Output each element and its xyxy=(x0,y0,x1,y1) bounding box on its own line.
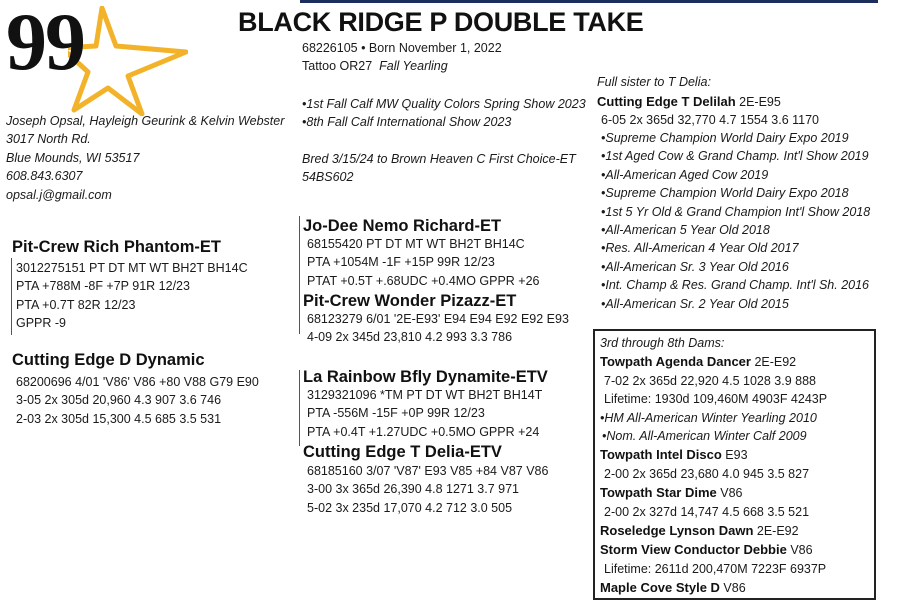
tattoo: Tattoo OR27 xyxy=(302,59,373,74)
pedigree-bracket xyxy=(299,216,300,334)
dams-heading: 3rd through 8th Dams: xyxy=(600,336,725,350)
sire-sire-detail: PTAT +0.5T +.68UDC +0.4MO GPPR +26 xyxy=(307,273,540,288)
animal-awards xyxy=(302,95,586,132)
page-title: BLACK RIDGE P DOUBLE TAKE xyxy=(238,7,644,37)
dam-4-name: Towpath Intel Disco xyxy=(600,447,722,463)
consignor-phone: 608.843.6307 xyxy=(6,169,83,184)
dam-3-award: •Nom. All-American Winter Calf 2009 xyxy=(602,429,807,444)
sister-intro: Full sister to T Delia: xyxy=(597,75,711,89)
dam-5-name: Towpath Star Dime xyxy=(600,485,717,501)
registration-and-birthdate: 68226105 • Born November 1, 2022 xyxy=(302,41,502,55)
bred-line: Bred 3/15/24 to Brown Heaven C First Choice-ET xyxy=(302,152,576,166)
dam-detail: 3-00 3x 365d 26,390 4.8 1271 3.7 971 xyxy=(307,482,519,497)
dam-sire-name: La Rainbow Bfly Dynamite-ETV xyxy=(303,368,548,386)
dam-4-record: 2-00 2x 365d 23,680 4.0 945 3.5 827 xyxy=(604,466,810,481)
dam-sire-detail: PTA -556M -15F +0P 99R 12/23 xyxy=(307,406,485,421)
sire-sire-name: Jo-Dee Nemo Richard-ET xyxy=(303,217,502,235)
sister-awards xyxy=(601,129,870,313)
dam-5-score: V86 xyxy=(716,486,743,501)
sister-award: •Res. All-American 4 Year Old 2017 xyxy=(601,241,799,256)
dams-box-content xyxy=(600,334,827,598)
sister-award: •All-American 5 Year Old 2018 xyxy=(601,223,770,238)
breeding-info xyxy=(302,150,576,187)
pedigree-bracket xyxy=(11,258,12,335)
sister-award: •1st 5 Yr Old & Grand Champion Int'l Show 2018 xyxy=(601,204,871,219)
sire-name: Pit-Crew Rich Phantom-ET xyxy=(12,238,222,256)
dam-7-name-line xyxy=(600,540,827,559)
dam-details xyxy=(307,462,548,517)
dam-3-lifetime: Lifetime: 1930d 109,460M 4903F 4243P xyxy=(604,392,828,407)
sister-name-line xyxy=(597,92,819,111)
dam-6-name-line xyxy=(600,521,827,540)
dam-detail: 5-02 3x 235d 17,070 4.2 712 3.0 505 xyxy=(307,500,513,515)
sire-granddam-details xyxy=(307,310,569,347)
sister-block xyxy=(597,92,819,130)
star-icon xyxy=(68,6,188,116)
sire-granddam-detail: 4-09 2x 345d 23,810 4.2 993 3.3 786 xyxy=(307,330,513,345)
dam-sire-details xyxy=(307,386,542,441)
sister-award: •1st Aged Cow & Grand Champ. Int'l Show 2019 xyxy=(601,149,869,164)
dam-7-score: V86 xyxy=(786,543,813,558)
sister-record: 6-05 2x 365d 32,770 4.7 1554 3.6 1170 xyxy=(601,113,820,128)
consignor-email: opsal.j@gmail.com xyxy=(6,187,112,202)
dam-4-score: E93 xyxy=(721,448,748,463)
dam-5-name-line xyxy=(600,483,827,502)
dam-4-name-line xyxy=(600,445,827,464)
dam-3-name-line xyxy=(600,352,827,371)
dam-7-lifetime: Lifetime: 2611d 200,470M 7223F 6937P xyxy=(604,561,827,576)
age-class: Fall Yearling xyxy=(379,59,448,74)
sire-detail: PTA +0.7T 82R 12/23 xyxy=(16,297,136,312)
sire-detail: PTA +788M -8F +7P 91R 12/23 xyxy=(16,279,190,294)
sister-score: 2E-E95 xyxy=(735,95,781,109)
sister-award: •All-American Sr. 2 Year Old 2015 xyxy=(601,296,789,311)
bred-line: 54BS602 xyxy=(302,170,354,185)
sire-dam-detail: 3-05 2x 305d 20,960 4.3 907 3.6 746 xyxy=(16,393,222,408)
award: •1st Fall Calf MW Quality Colors Spring Show 2023 xyxy=(302,97,586,111)
dam-8-score: V86 xyxy=(719,581,746,596)
dam-8-name-line xyxy=(600,578,827,597)
dam-sire-detail: PTA +0.4T +1.27UDC +0.5MO GPPR +24 xyxy=(307,424,540,439)
tattoo-line xyxy=(302,57,502,75)
sister-award: •Supreme Champion World Dairy Expo 2018 xyxy=(601,186,849,201)
sire-sire-detail: 68155420 PT DT MT WT BH2T BH14C xyxy=(307,237,525,251)
sire-dam-details xyxy=(16,373,259,428)
sister-award: •Int. Champ & Res. Grand Champ. Int'l Sh. 2016 xyxy=(601,278,870,293)
sire-dam-detail: 2-03 2x 305d 15,300 4.5 685 3.5 531 xyxy=(16,411,222,426)
sire-detail: GPPR -9 xyxy=(16,316,67,331)
sire-sire-detail: PTA +1054M -1F +15P 99R 12/23 xyxy=(307,255,495,270)
dam-6-name: Roseledge Lynson Dawn xyxy=(600,523,754,539)
dam-name: Cutting Edge T Delia-ETV xyxy=(303,443,502,461)
award: •8th Fall Calf International Show 2023 xyxy=(302,115,512,130)
dam-3-score: 2E-E92 xyxy=(750,355,797,370)
dam-3-record: 7-02 2x 365d 22,920 4.5 1028 3.9 888 xyxy=(604,373,816,388)
sister-award: •All-American Aged Cow 2019 xyxy=(601,167,769,182)
lot-number: 99 xyxy=(6,0,84,87)
dam-5-record: 2-00 2x 327d 14,747 4.5 668 3.5 521 xyxy=(604,504,810,519)
dam-3-name: Towpath Agenda Dancer xyxy=(600,354,751,370)
sister-name: Cutting Edge T Delilah xyxy=(597,94,736,109)
sister-award: •Supreme Champion World Dairy Expo 2019 xyxy=(601,131,849,145)
sire-detail: 3012275151 PT DT MT WT BH2T BH14C xyxy=(16,261,248,275)
dam-detail: 68185160 3/07 'V87' E93 V85 +84 V87 V86 xyxy=(307,464,549,478)
pedigree-bracket xyxy=(299,370,300,446)
sister-award: •All-American Sr. 3 Year Old 2016 xyxy=(601,259,789,274)
sire-sire-details xyxy=(307,235,540,290)
dam-7-name: Storm View Conductor Debbie xyxy=(600,542,787,558)
dam-3-award: •HM All-American Winter Yearling 2010 xyxy=(600,410,817,425)
dam-sire-detail: 3129321096 *TM PT DT WT BH2T BH14T xyxy=(307,388,543,402)
sire-granddam-detail: 68123279 6/01 '2E-E93' E94 E94 E92 E92 E93 xyxy=(307,312,569,326)
consignor-address: 3017 North Rd. xyxy=(6,132,91,147)
consignor-names: Joseph Opsal, Hayleigh Geurink & Kelvin Webster xyxy=(6,114,285,128)
sire-dam-name: Cutting Edge D Dynamic xyxy=(12,351,205,369)
dam-8-name: Maple Cove Style D xyxy=(600,580,720,596)
top-rule xyxy=(300,0,878,3)
sire-dam-detail: 68200696 4/01 'V86' V86 +80 V88 G79 E90 xyxy=(16,375,259,389)
consignor-city: Blue Mounds, WI 53517 xyxy=(6,150,140,165)
sire-granddam-name: Pit-Crew Wonder Pizazz-ET xyxy=(303,292,517,310)
sire-details xyxy=(16,259,248,333)
dam-6-score: 2E-E92 xyxy=(753,524,799,539)
consignor-block xyxy=(6,112,284,204)
animal-info xyxy=(302,39,502,76)
